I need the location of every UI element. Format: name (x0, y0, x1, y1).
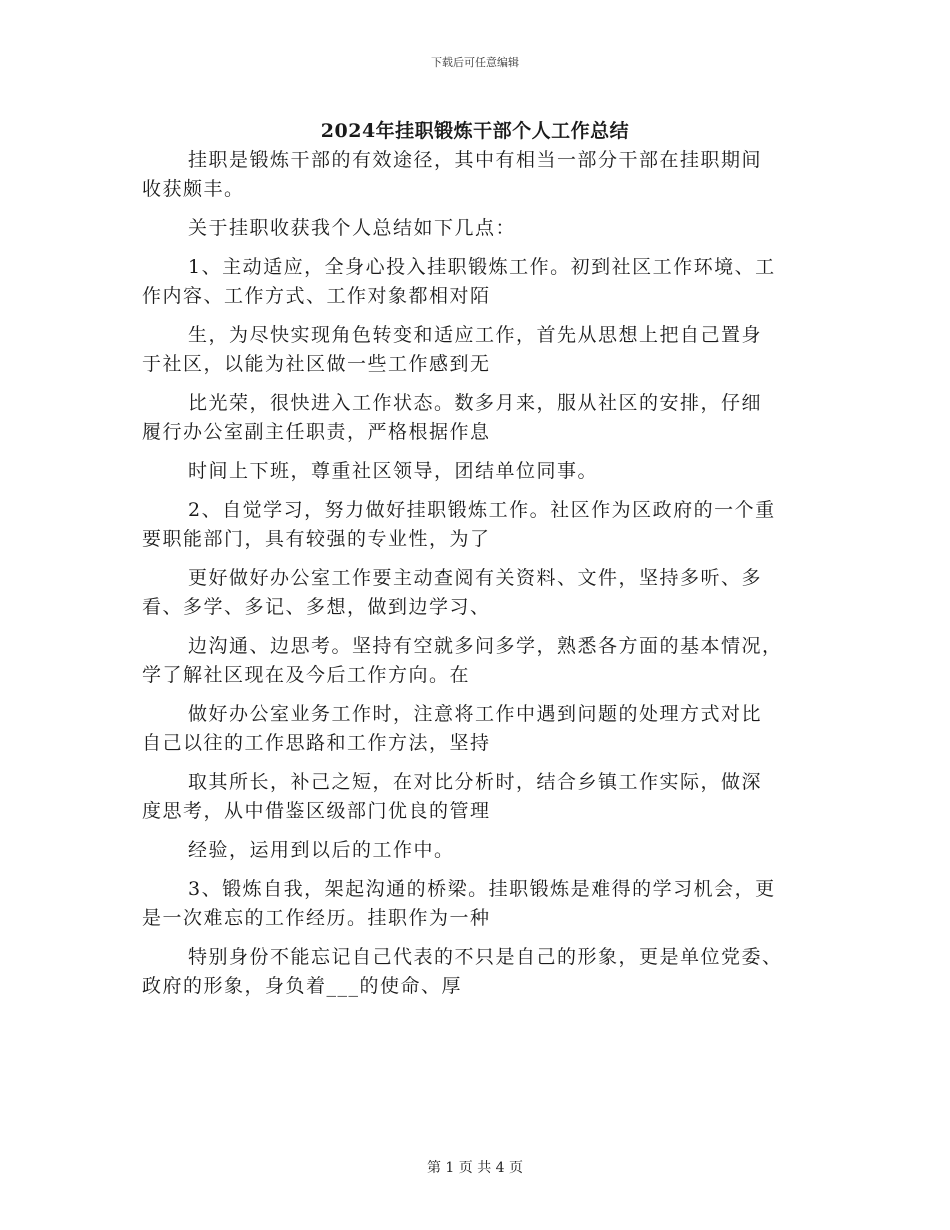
document-title: 2024年挂职锻炼干部个人工作总结 (320, 120, 630, 142)
body-paragraph (142, 389, 810, 447)
paragraph-line: 3、锻炼自我，架起沟通的桥梁。挂职锻炼是难得的学习机会，更 (188, 878, 776, 900)
body-paragraph (142, 321, 810, 379)
paragraph-line: 特别身份不能忘记自己代表的不只是自己的形象，更是单位党委、 (188, 946, 783, 968)
body-paragraph (142, 214, 810, 243)
paragraph-line: 度思考，从中借鉴区级部门优良的管理 (142, 800, 491, 822)
body-paragraph (142, 632, 810, 690)
paragraph-line: 自己以往的工作思路和工作方法，坚持 (142, 732, 491, 754)
paragraph-line: 更好做好办公室工作要主动查阅有关资料、文件，坚持多听、多 (188, 567, 763, 589)
paragraph-line: 收获颇丰。 (142, 178, 245, 200)
body-paragraph (142, 836, 810, 865)
body-paragraph (142, 564, 810, 622)
document-body (142, 146, 810, 1011)
paragraph-line: 挂职是锻炼干部的有效途径，其中有相当一部分干部在挂职期间 (188, 149, 763, 171)
body-paragraph (142, 700, 810, 758)
paragraph-line: 学了解社区现在及今后工作方向。在 (142, 664, 471, 686)
page-number-indicator: 第 1 页 共 4 页 (426, 1160, 524, 1176)
paragraph-line: 经验，运用到以后的工作中。 (188, 839, 455, 861)
paragraph-line: 取其所长，补己之短，在对比分析时，结合乡镇工作实际，做深 (188, 771, 763, 793)
body-paragraph (142, 943, 810, 1001)
paragraph-line: 是一次难忘的工作经历。挂职作为一种 (142, 907, 491, 929)
body-paragraph (142, 496, 810, 554)
paragraph-line: 要职能部门，具有较强的专业性，为了 (142, 528, 491, 550)
paragraph-line: 边沟通、边思考。坚持有空就多问多学，熟悉各方面的基本情况， (188, 635, 783, 657)
body-paragraph (142, 768, 810, 826)
paragraph-line: 履行办公室副主任职责，严格根据作息 (142, 421, 491, 443)
paragraph-line: 做好办公室业务工作时，注意将工作中遇到问题的处理方式对比 (188, 703, 763, 725)
page-header-note: 下载后可任意编辑 (431, 56, 519, 69)
paragraph-line: 关于挂职收获我个人总结如下几点： (188, 217, 517, 239)
paragraph-line: 1、主动适应，全身心投入挂职锻炼工作。初到社区工作环境、工 (188, 256, 776, 278)
paragraph-line: 看、多学、多记、多想，做到边学习、 (142, 596, 491, 618)
body-paragraph (142, 146, 810, 204)
paragraph-line: 2、自觉学习，努力做好挂职锻炼工作。社区作为区政府的一个重 (188, 499, 776, 521)
paragraph-line: 时间上下班，尊重社区领导，团结单位同事。 (188, 460, 599, 482)
body-paragraph (142, 457, 810, 486)
body-paragraph (142, 253, 810, 311)
paragraph-line: 比光荣，很快进入工作状态。数多月来，服从社区的安排，仔细 (188, 392, 763, 414)
paragraph-line: 政府的形象，身负着___的使命、厚 (142, 975, 463, 997)
paragraph-line: 作内容、工作方式、工作对象都相对陌 (142, 285, 491, 307)
paragraph-line: 生，为尽快实现角色转变和适应工作，首先从思想上把自己置身 (188, 324, 763, 346)
paragraph-line: 于社区，以能为社区做一些工作感到无 (142, 353, 491, 375)
body-paragraph (142, 875, 810, 933)
